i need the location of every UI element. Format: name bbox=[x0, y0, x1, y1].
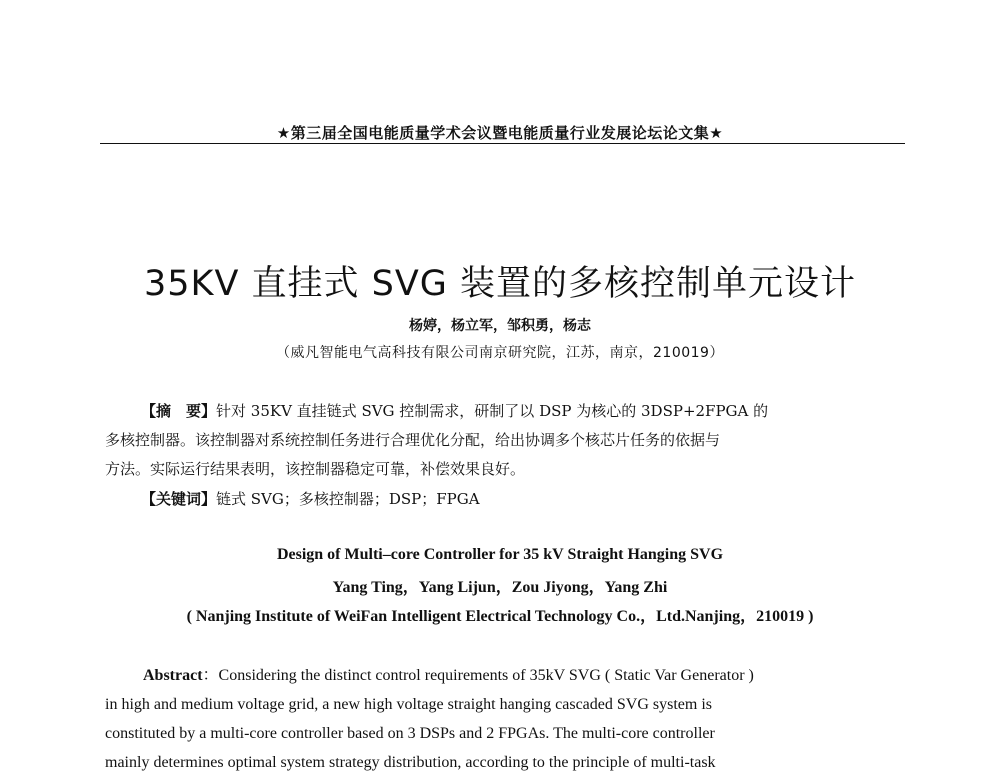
authors-en: Yang Ting，Yang Lijun，Zou Jiyong，Yang Zhi bbox=[332, 579, 668, 596]
header-rule bbox=[100, 143, 905, 144]
affiliation-en: ( Nanjing Institute of WeiFan Intelligent Electrical Technology Co.，Ltd.Nanjing，210019 ) bbox=[186, 608, 814, 625]
paper-title: 35KV 直挂式 SVG 装置的多核控制单元设计 bbox=[143, 264, 857, 304]
abstract-en-line bbox=[105, 661, 885, 690]
abstract-en-text: ：Considering the distinct control requirements of 35kV SVG ( Static Var Generator ) bbox=[202, 667, 754, 684]
abstract-cn bbox=[105, 397, 885, 484]
abstract-cn-line: 方法。实际运行结果表明，该控制器稳定可靠，补偿效果良好。 bbox=[105, 460, 526, 478]
abstract-cn-line: 多核控制器。该控制器对系统控制任务进行合理优化分配，给出协调多个核芯片任务的依据与 bbox=[105, 431, 721, 449]
keywords-cn-text: 链式 SVG；多核控制器；DSP；FPGA bbox=[216, 490, 480, 508]
affiliation-cn: （威凡智能电气高科技有限公司南京研究院，江苏，南京，210019） bbox=[276, 345, 724, 361]
abstract-en bbox=[105, 661, 885, 777]
abstract-en-line: mainly determines optimal system strategy distribution, according to the principle of multi-task bbox=[105, 754, 716, 771]
paper-title-en: Design of Multi–core Controller for 35 kV Straight Hanging SVG bbox=[276, 546, 724, 563]
abstract-cn-text: 针对 35KV 直挂链式 SVG 控制需求，研制了以 DSP 为核心的 3DSP+2FPGA 的 bbox=[216, 402, 769, 420]
abstract-cn-label: 【摘 要】 bbox=[141, 402, 217, 420]
abstract-en-label: Abstract bbox=[143, 667, 203, 684]
running-header: ★第三届全国电能质量学术会议暨电能质量行业发展论坛论文集★ bbox=[276, 124, 724, 142]
abstract-en-line: constituted by a multi-core controller based on 3 DSPs and 2 FPGAs. The multi-core controller bbox=[105, 725, 715, 742]
abstract-cn-line bbox=[105, 397, 885, 426]
keywords-cn bbox=[141, 488, 480, 509]
keywords-cn-label: 【关键词】 bbox=[141, 490, 217, 508]
authors-cn: 杨婷，杨立军，邹积勇，杨志 bbox=[409, 318, 591, 334]
abstract-en-line: in high and medium voltage grid, a new high voltage straight hanging cascaded SVG system is bbox=[105, 696, 712, 713]
